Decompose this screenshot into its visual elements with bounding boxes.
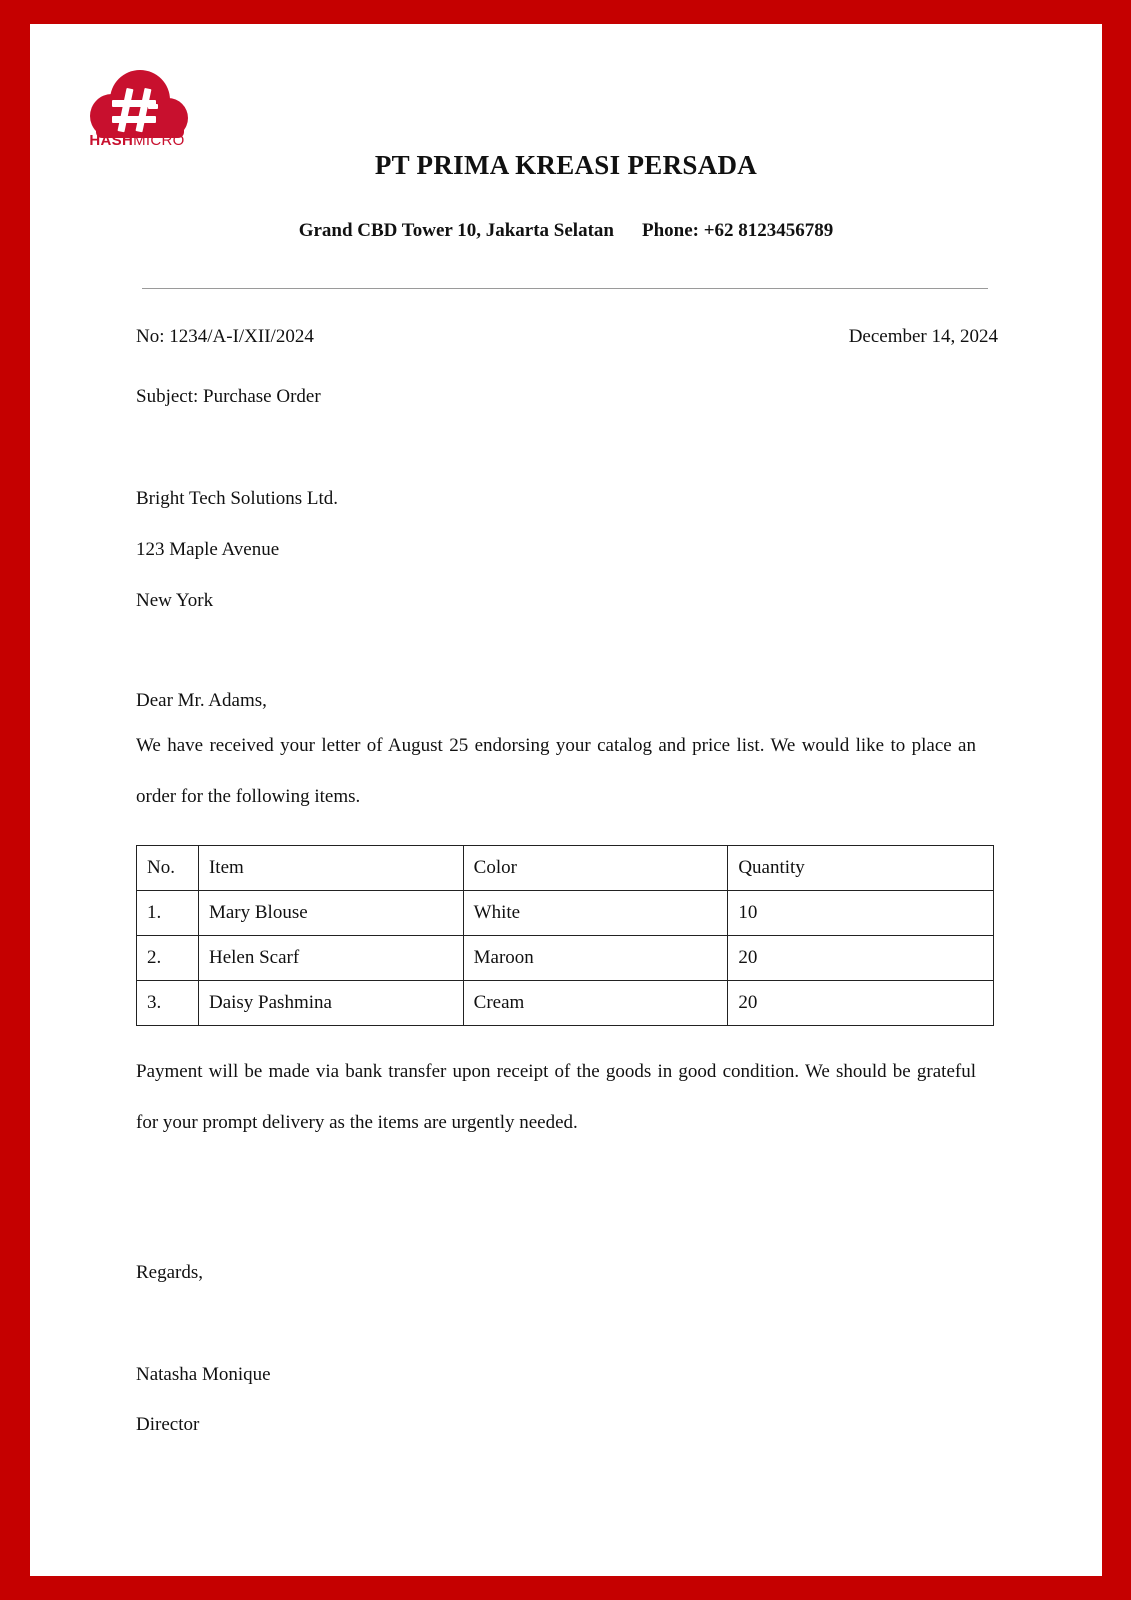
closing-paragraph: Payment will be made via bank transfer upon receipt of the goods in good condition. We should be grateful for your prompt delivery as the items are urgently needed.	[136, 1061, 976, 1133]
company-phone: Phone: +62 8123456789	[641, 220, 834, 241]
recipient-street: 123 Maple Avenue	[136, 539, 280, 560]
letter-subject: Subject: Purchase Order	[136, 386, 321, 407]
intro-paragraph: We have received your letter of August 25 endorsing your catalog and price list. We would like to place an order for the following items.	[136, 735, 976, 807]
cell-item: Mary Blouse	[198, 891, 463, 936]
cell-no: 3.	[137, 981, 199, 1026]
table-row	[137, 981, 994, 1026]
signer-title: Director	[136, 1414, 200, 1435]
letter-number: No: 1234/A-I/XII/2024	[136, 326, 314, 347]
cell-color: Cream	[463, 981, 728, 1026]
regards: Regards,	[136, 1262, 204, 1283]
header-item: Item	[198, 846, 463, 891]
recipient-company: Bright Tech Solutions Ltd.	[136, 488, 339, 509]
company-contact	[30, 220, 1102, 242]
cell-color: Maroon	[463, 936, 728, 981]
brand-wordmark: HASHMICRO	[89, 132, 185, 149]
table-row	[137, 891, 994, 936]
cell-item: Daisy Pashmina	[198, 981, 463, 1026]
cell-item: Helen Scarf	[198, 936, 463, 981]
cell-quantity: 20	[728, 936, 994, 981]
cell-no: 2.	[137, 936, 199, 981]
header-quantity: Quantity	[728, 846, 994, 891]
cell-color: White	[463, 891, 728, 936]
company-address: Grand CBD Tower 10, Jakarta Selatan	[298, 220, 614, 241]
cell-quantity: 20	[728, 981, 994, 1026]
table-header-row	[137, 846, 994, 891]
recipient-city: New York	[136, 590, 214, 611]
salutation: Dear Mr. Adams,	[136, 690, 267, 711]
cell-no: 1.	[137, 891, 199, 936]
table-row	[137, 936, 994, 981]
header-no: No.	[137, 846, 199, 891]
order-items-table	[136, 845, 994, 1026]
letter-page	[30, 24, 1102, 1576]
header-divider	[142, 288, 988, 289]
signer-name: Natasha Monique	[136, 1364, 271, 1385]
cell-quantity: 10	[728, 891, 994, 936]
header-color: Color	[463, 846, 728, 891]
company-name: PT PRIMA KREASI PERSADA	[374, 150, 758, 180]
letter-date: December 14, 2024	[848, 326, 998, 347]
